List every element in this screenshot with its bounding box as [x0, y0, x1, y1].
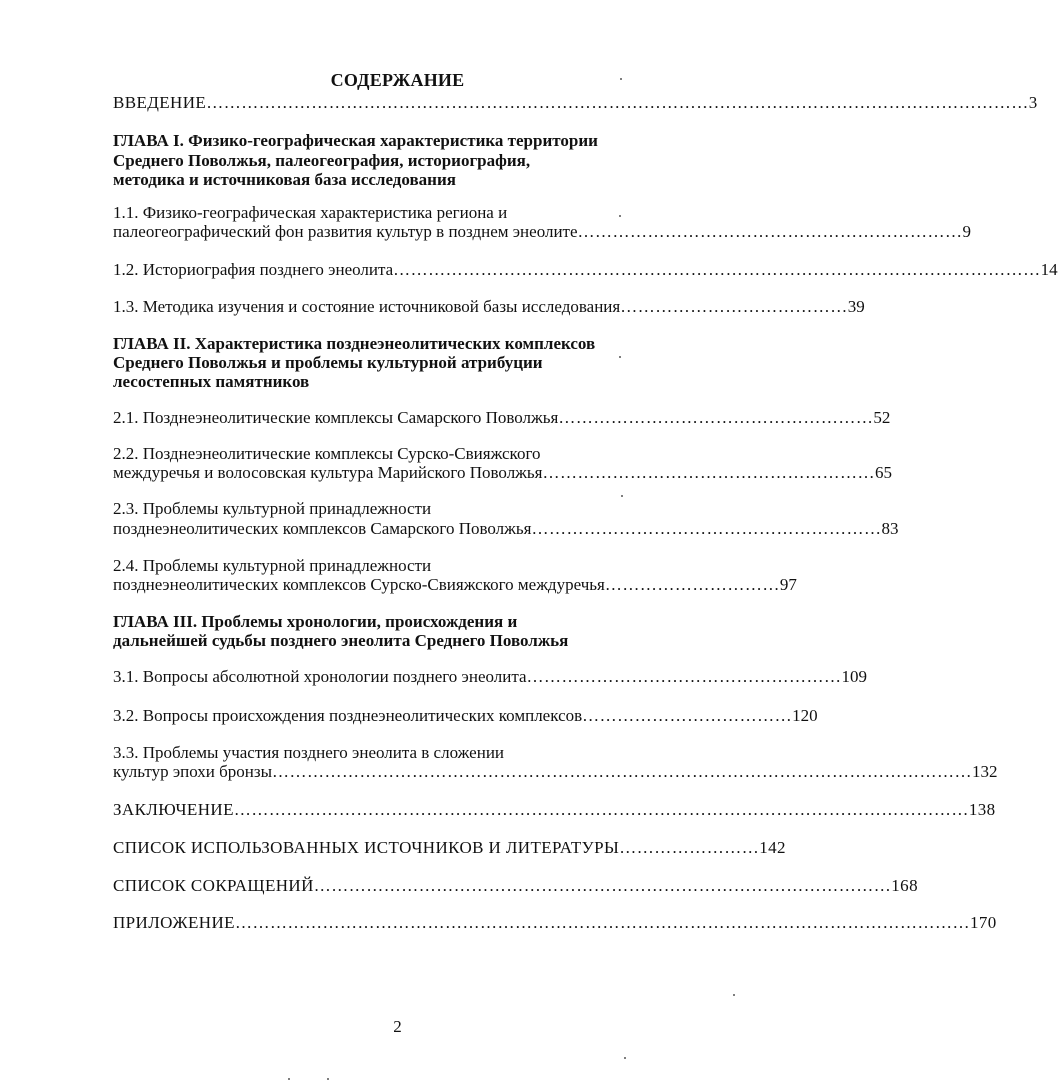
- toc-page-number: 138: [968, 800, 996, 819]
- leader-dots: ………………………………: [582, 706, 793, 725]
- toc-page-number: 39: [847, 297, 865, 316]
- toc-entry-label: ПРИЛОЖЕНИЕ: [113, 913, 235, 932]
- toc-page-number: 52: [873, 408, 891, 427]
- toc-page-number: 65: [875, 463, 892, 482]
- leader-dots: …………………………………: [620, 297, 848, 316]
- toc-entry-line: 1.1. Физико-географическая характеристика региона и: [113, 203, 508, 222]
- toc-entry-appendix[interactable]: [113, 912, 997, 934]
- toc-entry-intro[interactable]: [113, 92, 1038, 114]
- page-title: СОДЕРЖАНИЕ: [330, 70, 465, 90]
- chapter-heading-line: ГЛАВА I. Физико-географическая характеристика территории: [113, 131, 598, 150]
- scan-speck: [327, 1078, 329, 1080]
- page-number: 2: [393, 1017, 402, 1036]
- toc-entry-label: палеогеографический фон развития культур в позднем энеолите: [113, 222, 578, 241]
- chapter-heading-line: методика и источниковая база исследования: [113, 170, 456, 189]
- toc-entry-label: ЗАКЛЮЧЕНИЕ: [113, 800, 234, 819]
- toc-entry-label: СПИСОК ИСПОЛЬЗОВАННЫХ ИСТОЧНИКОВ И ЛИТЕРАТУРЫ: [113, 838, 620, 857]
- toc-entry-3-2[interactable]: [113, 705, 818, 727]
- chapter-heading-line: дальнейшей судьбы позднего энеолита Среднего Поволжья: [113, 631, 569, 650]
- toc-page-number: 170: [969, 913, 997, 932]
- toc-entry-3-3[interactable]: [113, 761, 998, 783]
- toc-entry-line: 2.4. Проблемы культурной принадлежности: [113, 556, 432, 575]
- toc-entry-2-1[interactable]: [113, 407, 891, 429]
- leader-dots: …………………………………………………………………………………………………………: [272, 762, 973, 781]
- scan-speck: [619, 356, 621, 358]
- toc-entry-abbreviations[interactable]: [113, 875, 918, 897]
- toc-entry-1-1[interactable]: [113, 221, 972, 243]
- toc-page-number: 9: [962, 222, 972, 241]
- toc-entry-line: 3.3. Проблемы участия позднего энеолита в сложении: [113, 743, 505, 762]
- toc-entry-label: 1.2. Историография позднего энеолита: [113, 260, 394, 279]
- toc-entry-2-4[interactable]: [113, 574, 797, 596]
- scan-speck: [620, 78, 622, 80]
- toc-entry-label: 3.2. Вопросы происхождения позднеэнеолитических комплексов: [113, 706, 583, 725]
- leader-dots: ………………………………………………………………………………………………………………: [234, 913, 970, 932]
- chapter-heading-line: Среднего Поволжья и проблемы культурной атрибуции: [113, 353, 543, 372]
- leader-dots: ………………………………………………………………………………………………………………: [233, 800, 969, 819]
- leader-dots: ……………………: [619, 838, 760, 857]
- leader-dots: ………………………………………………: [526, 667, 842, 686]
- scan-speck: [621, 495, 623, 497]
- toc-entry-label: междуречья и волосовская культура Марийского Поволжья: [113, 463, 543, 482]
- leader-dots: …………………………………………………………: [577, 222, 963, 241]
- toc-entry-label: 2.1. Позднеэнеолитические комплексы Самарского Поволжья: [113, 408, 559, 427]
- toc-page-number: 14: [1040, 260, 1058, 279]
- toc-entry-2-3[interactable]: [113, 518, 899, 540]
- toc-page-number: 3: [1028, 93, 1038, 112]
- toc-page-number: 109: [841, 667, 868, 686]
- toc-entry-label: позднеэнеолитических комплексов Сурско-Свияжского междуречья: [113, 575, 605, 594]
- toc-entry-label: 3.1. Вопросы абсолютной хронологии позднего энеолита: [113, 667, 527, 686]
- chapter-heading-line: ГЛАВА III. Проблемы хронологии, происхождения и: [113, 612, 518, 631]
- toc-page-number: 168: [891, 876, 918, 895]
- toc-entry-label: СПИСОК СОКРАЩЕНИЙ: [113, 876, 314, 895]
- scan-speck: [733, 994, 735, 996]
- toc-page-number: 83: [881, 519, 899, 538]
- scan-speck: [624, 1057, 626, 1059]
- leader-dots: …………………………: [604, 575, 780, 594]
- chapter-heading-line: лесостепных памятников: [113, 372, 310, 391]
- toc-entry-conclusion[interactable]: [113, 799, 996, 821]
- toc-entry-3-1[interactable]: [113, 666, 868, 688]
- toc-entry-1-2[interactable]: [113, 259, 1058, 281]
- chapter-heading-line: ГЛАВА II. Характеристика позднеэнеолитических комплексов: [113, 334, 596, 353]
- toc-page-number: 142: [759, 838, 786, 857]
- leader-dots: ………………………………………………: [558, 408, 874, 427]
- toc-entry-bibliography[interactable]: [113, 837, 786, 859]
- leader-dots: …………………………………………………………………………………………………: [393, 260, 1041, 279]
- scan-speck: [288, 1078, 290, 1080]
- toc-entry-label: культур эпохи бронзы: [113, 762, 273, 781]
- leader-dots: ……………………………………………………: [531, 519, 882, 538]
- leader-dots: ………………………………………………………………………………………: [313, 876, 892, 895]
- toc-entry-2-2[interactable]: [113, 462, 892, 484]
- toc-page-number: 120: [792, 706, 818, 725]
- toc-page-number: 97: [779, 575, 797, 594]
- toc-entry-label: 1.3. Методика изучения и состояние источниковой базы исследования: [113, 297, 621, 316]
- toc-page-number: 132: [972, 762, 998, 781]
- toc-entry-line: 2.2. Позднеэнеолитические комплексы Сурско-Свияжского: [113, 444, 541, 463]
- toc-entry-label: позднеэнеолитических комплексов Самарского Поволжья: [113, 519, 532, 538]
- leader-dots: …………………………………………………: [542, 463, 875, 482]
- scan-speck: [619, 215, 621, 217]
- leader-dots: ……………………………………………………………………………………………………………………………: [206, 93, 1029, 112]
- toc-entry-line: 2.3. Проблемы культурной принадлежности: [113, 499, 432, 518]
- chapter-heading-line: Среднего Поволжья, палеогеография, историография,: [113, 151, 531, 170]
- toc-entry-label: ВВЕДЕНИЕ: [113, 93, 207, 112]
- toc-entry-1-3[interactable]: [113, 296, 865, 318]
